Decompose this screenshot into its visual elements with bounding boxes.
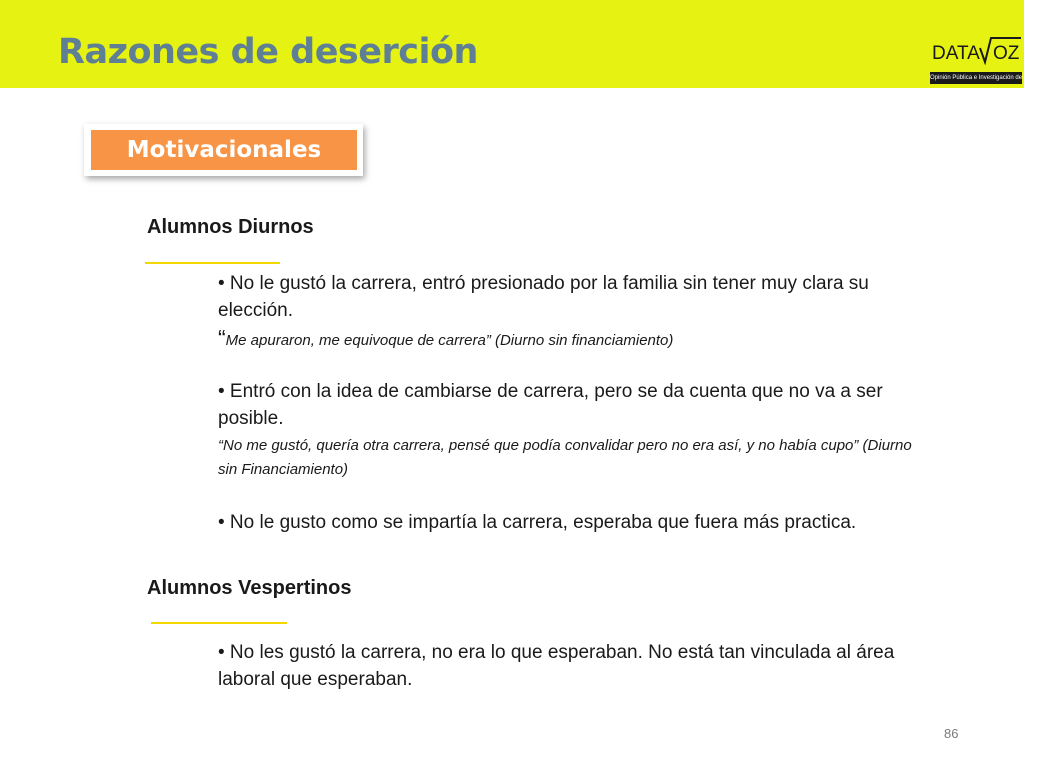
bullet-diurnos-1: • No le gustó la carrera, entró presionado por la familia sin tener muy clara su elección. (218, 273, 869, 321)
quote-diurnos-2: “No me gustó, quería otra carrera, pensé que podía convalidar pero no era así, y no había cupo” (Diurno sin Financiamiento) (218, 437, 912, 478)
bullet-vespertinos-1: • No les gustó la carrera, no era lo que esperaban. No está tan vinculada al área laboral que esperaban. (218, 642, 895, 690)
logo-wordmark (930, 32, 1022, 70)
heading-underline (145, 262, 280, 264)
logo-tagline: Opinión Pública e Investigación de Mercado (930, 72, 1022, 84)
quote-diurnos-1-text: Me apuraron, me equivoque de carrera” (Diurno sin financiamiento) (225, 332, 674, 349)
bullet-diurnos-2: • Entró con la idea de cambiarse de carrera, pero se da cuenta que no va a ser posible. (218, 381, 883, 429)
bullet-diurnos-3: • No le gusto como se impartía la carrera, esperaba que fuera más practica. (218, 512, 857, 533)
logo-text-left: DATA (932, 43, 980, 64)
quote-diurnos-1 (218, 326, 918, 353)
page-number: 86 (944, 726, 959, 741)
slide-title: Razones de deserción (58, 32, 478, 72)
logo-text-right: OZ (993, 43, 1020, 64)
quote-open-mark: “ (218, 325, 226, 351)
heading-underline (151, 622, 287, 624)
section-heading-vespertinos: Alumnos Vespertinos (147, 577, 352, 599)
motivacionales-tag: Motivacionales (91, 130, 357, 170)
section-heading-diurnos: Alumnos Diurnos (147, 216, 314, 238)
datavoz-logo (930, 32, 1047, 90)
